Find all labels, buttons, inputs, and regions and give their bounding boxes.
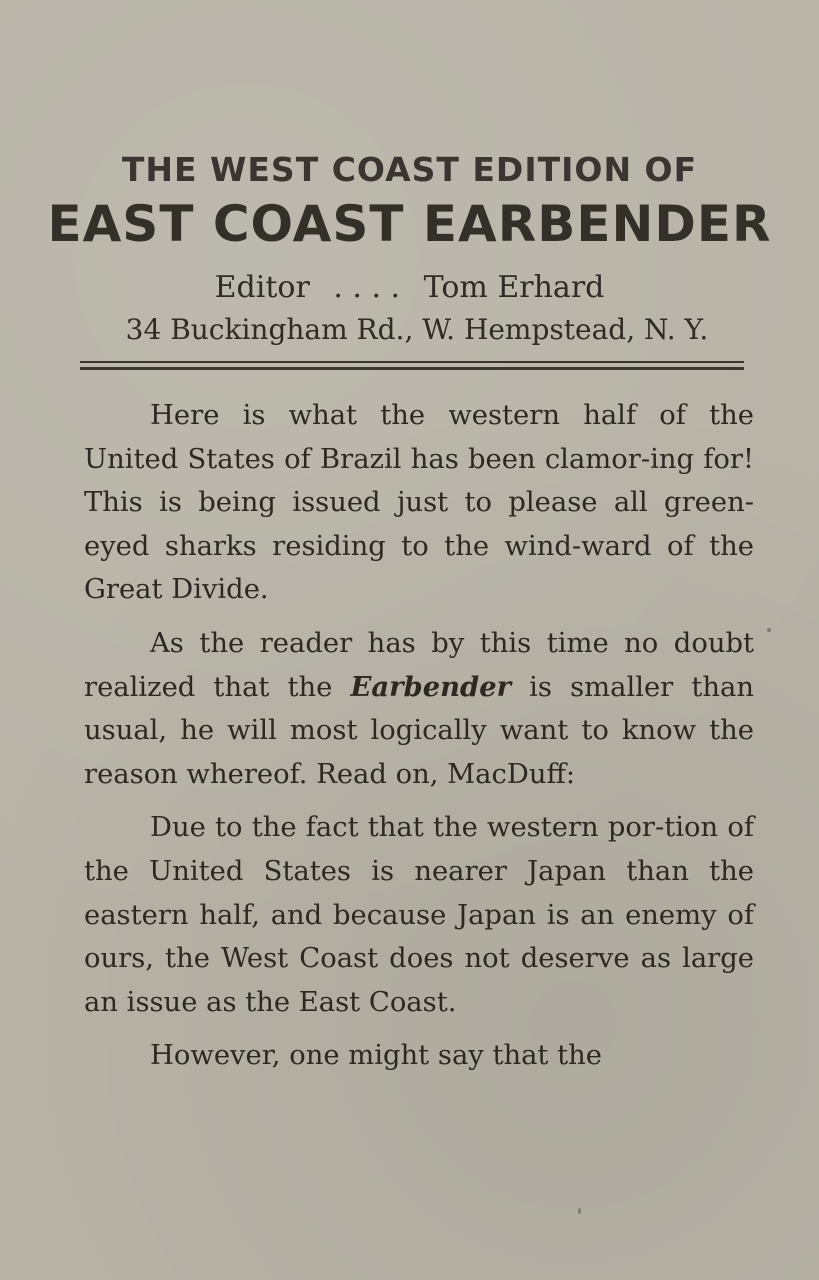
paper-speck	[767, 628, 771, 632]
editor-label: Editor	[214, 270, 310, 305]
editor-dots: . . . .	[333, 270, 401, 305]
paragraph-2	[84, 622, 754, 796]
paragraph-2-text-after: is smaller than usual, he will most logically want to know the reason whereof. Read on, MacDuff:	[84, 671, 754, 790]
article-body	[84, 394, 754, 1105]
editor-address: 34 Buckingham Rd., W. Hempstead, N. Y.	[125, 313, 709, 346]
publication-name-italic: Earbender	[350, 670, 512, 703]
paragraph-4: However, one might say that the	[150, 1040, 602, 1072]
paragraph-3: Due to the fact that the western por-tion of the United States is nearer Japan than the eastern half, and because Japan is an enemy of ours, the West Coast does not deserve as large an issue as the East Coast.	[84, 812, 754, 1018]
editor-name: Tom Erhard	[423, 270, 605, 305]
paragraph-1: Here is what the western half of the United States of Brazil has been clamor-ing for! This is being issued just to please all green-eyed sharks residing to the wind-ward of the Great Divide.	[84, 400, 754, 606]
editor-line	[0, 270, 819, 305]
double-rule-divider	[80, 361, 744, 371]
paragraph-2-text-before: As the reader has by this time no doubt realized that the	[84, 627, 754, 703]
paper-speck	[578, 1208, 581, 1214]
masthead-title: EAST COAST EARBENDER	[47, 195, 772, 253]
masthead	[0, 150, 819, 253]
masthead-subtitle: THE WEST COAST EDITION OF	[121, 150, 698, 189]
